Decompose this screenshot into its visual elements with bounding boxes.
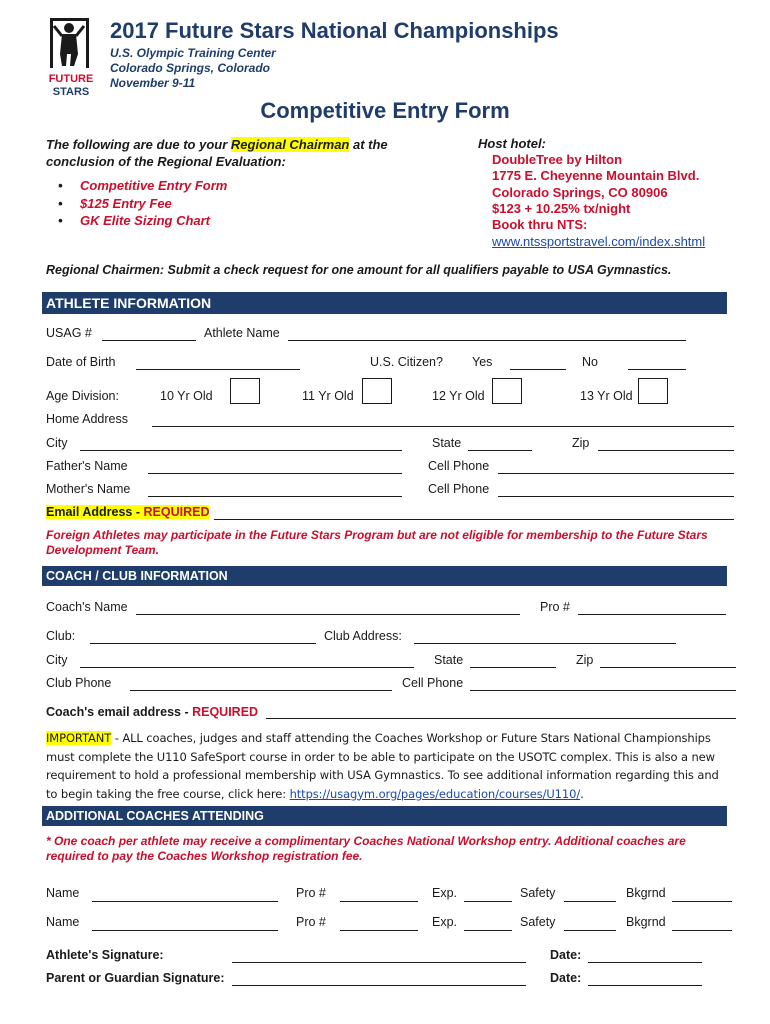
list-item: • Competitive Entry Form (58, 177, 227, 195)
additional-safety-field-2[interactable] (564, 930, 616, 931)
host-hotel-label: Host hotel: (478, 136, 546, 151)
coach-email-label: Coach's email address (46, 705, 181, 719)
additional-name-label-2: Name (46, 915, 80, 929)
important-notice: IMPORTANT - ALL coaches, judges and staff attending the Coaches Workshop or Future Stars National Championships must complete the U110 SafeSport course in order to be able to participate on the USOTC complex. This is also a new requirement to hold a professional membership with USA Gymnastics. To see additional information regarding this and to begin taking the free course, click here: https://usagym.org/pages/education/courses/U110/. (46, 731, 719, 801)
club-label: Club: (46, 629, 76, 643)
club-address-label: Club Address: (324, 629, 402, 643)
home-address-label: Home Address (46, 412, 128, 426)
additional-bkgrnd-label-2: Bkgrnd (626, 915, 666, 929)
event-title: 2017 Future Stars National Championships (110, 18, 559, 43)
additional-pro-field[interactable] (340, 901, 418, 902)
important-text: - ALL coaches, judges and staff attending the Coaches Workshop or Future Stars National Championships must complete the U110 SafeSport course in order to be able to participate on the USOTC complex. This is also a new requirement to hold a professional membership with USA Gymnastics. To see additional information regarding this and to begin taking the free course, click here: (46, 731, 719, 801)
coach-email-label-group: Coach's email address - REQUIRED (46, 705, 259, 719)
hotel-booking: Book thru NTS: (492, 217, 588, 233)
athlete-date-field[interactable] (588, 962, 702, 963)
coach-city-field[interactable] (80, 667, 414, 668)
father-cell-field[interactable] (498, 473, 734, 474)
citizen-yes-label: Yes (472, 355, 493, 369)
hotel-rate: $123 + 10.25% tx/night (492, 200, 631, 216)
due-items-list (58, 177, 227, 230)
important-label: IMPORTANT (46, 731, 112, 745)
club-phone-label: Club Phone (46, 676, 112, 690)
coach-pro-label: Pro # (540, 600, 570, 614)
citizen-no-label: No (582, 355, 598, 369)
father-name-label: Father's Name (46, 459, 128, 473)
club-field[interactable] (90, 643, 316, 644)
foreign-athletes-note: Foreign Athletes may participate in the Future Stars Program but are not eligible for membership to the Future Stars Development Team. (46, 528, 708, 557)
athlete-name-label: Athlete Name (204, 326, 280, 340)
coach-cell-field[interactable] (470, 690, 736, 691)
coach-email-required: REQUIRED (192, 705, 259, 719)
svg-text:FUTURE: FUTURE (48, 73, 94, 85)
parent-signature-label: Parent or Guardian Signature: (46, 971, 225, 985)
mother-cell-field[interactable] (498, 496, 734, 497)
additional-exp-field[interactable] (464, 901, 512, 902)
hotel-address-1: 1775 E. Cheyenne Mountain Blvd. (492, 168, 700, 184)
club-address-field[interactable] (414, 643, 676, 644)
location-line-1: U.S. Olympic Training Center (110, 46, 276, 60)
additional-bkgrnd-label: Bkgrnd (626, 886, 666, 900)
usag-label: USAG # (46, 326, 92, 340)
dob-field[interactable] (136, 369, 300, 370)
list-item: • $125 Entry Fee (58, 195, 227, 213)
home-address-field[interactable] (152, 426, 734, 427)
due-instructions (46, 136, 426, 170)
coach-email-field[interactable] (266, 718, 736, 719)
regional-chairman-highlight: Regional Chairman (230, 137, 350, 152)
coach-state-label: State (434, 653, 464, 667)
coach-cell-label: Cell Phone (402, 676, 464, 690)
coach-pro-field[interactable] (578, 614, 726, 615)
additional-pro-label-2: Pro # (296, 915, 326, 929)
coach-zip-field[interactable] (600, 667, 736, 668)
svg-text:STARS: STARS (52, 86, 90, 98)
additional-pro-label: Pro # (296, 886, 326, 900)
additional-exp-label-2: Exp. (432, 915, 458, 929)
citizen-yes-field[interactable] (510, 369, 566, 370)
additional-coaches-note: * One coach per athlete may receive a complimentary Coaches National Workshop entry. Additional coaches are required to pay the Coaches Workshop registration fee. (46, 834, 686, 863)
additional-pro-field-2[interactable] (340, 930, 418, 931)
mother-name-field[interactable] (148, 496, 402, 497)
mother-cell-label: Cell Phone (428, 482, 490, 496)
age-10-label: 10 Yr Old (160, 389, 213, 403)
parent-signature-field[interactable] (232, 985, 526, 986)
additional-bkgrnd-field[interactable] (672, 901, 732, 902)
dob-label: Date of Birth (46, 355, 116, 369)
parent-date-label: Date: (550, 971, 582, 985)
email-label: Email Address (46, 505, 133, 519)
email-field[interactable] (214, 519, 734, 520)
state-label: State (432, 436, 462, 450)
age-10-checkbox[interactable] (230, 378, 260, 404)
additional-exp-field-2[interactable] (464, 930, 512, 931)
form-title: Competitive Entry Form (260, 98, 510, 123)
location-line-2: Colorado Springs, Colorado (110, 61, 271, 75)
additional-bkgrnd-field-2[interactable] (672, 930, 732, 931)
citizen-label: U.S. Citizen? (370, 355, 443, 369)
additional-name-label: Name (46, 886, 80, 900)
parent-date-field[interactable] (588, 985, 702, 986)
future-stars-logo (44, 14, 98, 98)
city-field[interactable] (80, 450, 402, 451)
father-name-field[interactable] (148, 473, 402, 474)
coach-city-label: City (46, 653, 68, 667)
club-phone-field[interactable] (130, 690, 392, 691)
additional-name-field[interactable] (92, 901, 278, 902)
coach-state-field[interactable] (470, 667, 556, 668)
additional-name-field-2[interactable] (92, 930, 278, 931)
mother-name-label: Mother's Name (46, 482, 131, 496)
age-13-checkbox[interactable] (638, 378, 668, 404)
citizen-no-field[interactable] (628, 369, 686, 370)
additional-safety-label-2: Safety (520, 915, 556, 929)
zip-field[interactable] (598, 450, 734, 451)
state-field[interactable] (468, 450, 532, 451)
safesport-course-link[interactable]: https://usagym.org/pages/education/courses/U110/ (289, 786, 581, 801)
usag-field[interactable] (102, 340, 196, 341)
additional-coaches-header: ADDITIONAL COACHES ATTENDING (42, 806, 727, 826)
due-text-before: The following are due to your (46, 137, 231, 152)
city-label: City (46, 436, 68, 450)
list-item: • GK Elite Sizing Chart (58, 212, 227, 230)
athlete-section-header: ATHLETE INFORMATION (42, 292, 727, 314)
athlete-name-field[interactable] (288, 340, 686, 341)
zip-label: Zip (572, 436, 590, 450)
athlete-signature-field[interactable] (232, 962, 526, 963)
hotel-booking-link[interactable]: www.ntssportstravel.com/index.shtml (492, 234, 706, 249)
age-12-label: 12 Yr Old (432, 389, 485, 403)
event-dates: November 9-11 (110, 76, 196, 90)
athlete-signature-label: Athlete's Signature: (46, 948, 164, 962)
coach-name-label: Coach's Name (46, 600, 128, 614)
chairmen-note: Regional Chairmen: Submit a check request for one amount for all qualifiers payable to USA Gymnastics. (46, 263, 672, 277)
age-division-label: Age Division: (46, 389, 119, 403)
age-11-label: 11 Yr Old (302, 389, 354, 403)
host-hotel-details (492, 152, 699, 233)
age-13-label: 13 Yr Old (580, 389, 633, 403)
additional-safety-label: Safety (520, 886, 556, 900)
coach-name-field[interactable] (136, 614, 520, 615)
email-required: REQUIRED (143, 505, 210, 519)
additional-safety-field[interactable] (564, 901, 616, 902)
coach-section-header: COACH / CLUB INFORMATION (42, 566, 727, 586)
father-cell-label: Cell Phone (428, 459, 490, 473)
hotel-name: DoubleTree by Hilton (492, 152, 623, 167)
due-text-after: at the conclusion of the Regional Evaluation: (46, 137, 388, 169)
hotel-address-2: Colorado Springs, CO 80906 (492, 184, 668, 200)
email-label-group: Email Address - REQUIRED (46, 505, 210, 519)
coach-zip-label: Zip (576, 653, 594, 667)
athlete-date-label: Date: (550, 948, 582, 962)
age-11-checkbox[interactable] (362, 378, 392, 404)
age-12-checkbox[interactable] (492, 378, 522, 404)
additional-exp-label: Exp. (432, 886, 458, 900)
